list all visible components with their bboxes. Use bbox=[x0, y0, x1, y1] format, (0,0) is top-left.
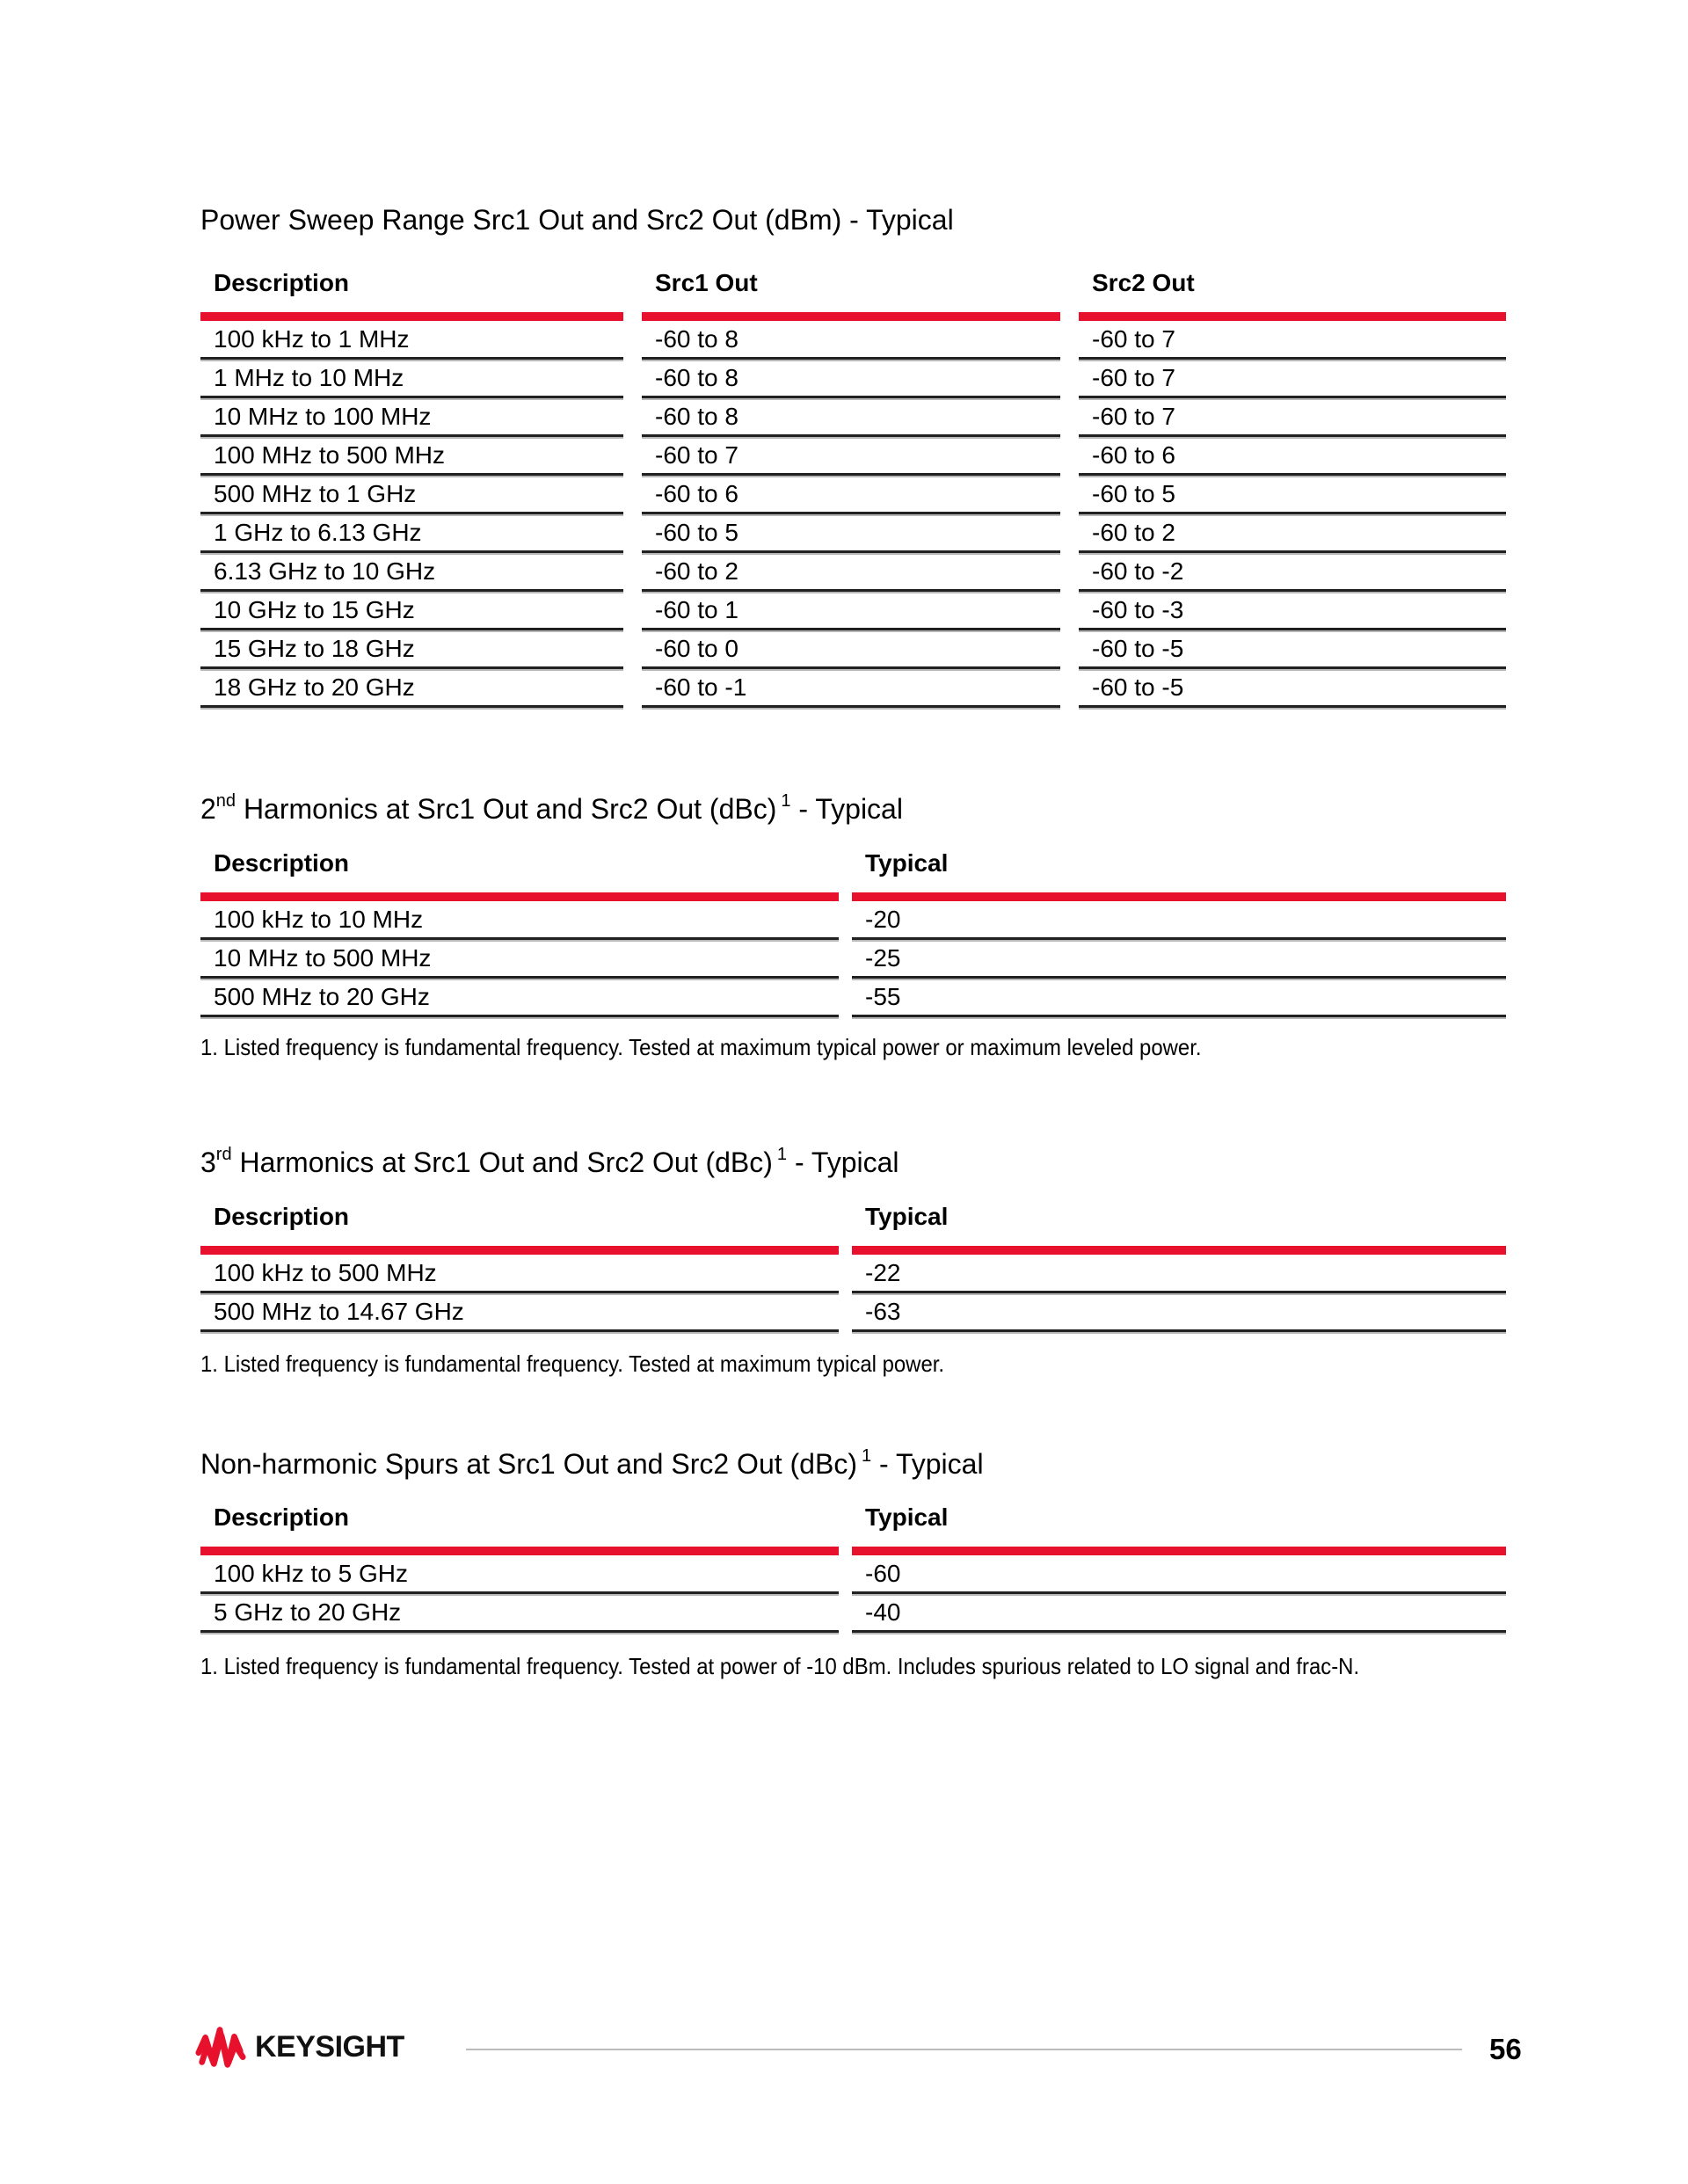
table-header-row bbox=[200, 1501, 1506, 1534]
table-row bbox=[200, 1255, 1506, 1293]
column-header: Description bbox=[214, 849, 350, 877]
header-rule bbox=[200, 1246, 839, 1255]
keysight-logo bbox=[195, 2024, 404, 2070]
table-row bbox=[200, 360, 1506, 398]
header-rule bbox=[852, 1246, 1506, 1255]
table-cell: 1 GHz to 6.13 GHz bbox=[200, 514, 623, 553]
table-cell: 500 MHz to 1 GHz bbox=[200, 476, 623, 514]
table-cell: 5 GHz to 20 GHz bbox=[200, 1594, 839, 1633]
table-power-sweep-range bbox=[200, 266, 1506, 708]
title-footnote-ref: 1 bbox=[781, 791, 791, 812]
title-text: - Typical bbox=[787, 1147, 899, 1178]
header-rule bbox=[852, 1547, 1506, 1555]
table-cell: -60 to 6 bbox=[1079, 437, 1506, 476]
table-cell: -60 to 0 bbox=[642, 630, 1060, 669]
header-rule bbox=[200, 892, 839, 901]
table-row bbox=[200, 514, 1506, 553]
table-cell: -60 to 7 bbox=[1079, 398, 1506, 437]
table-cell: 15 GHz to 18 GHz bbox=[200, 630, 623, 669]
column-header: Typical bbox=[865, 849, 949, 877]
table-cell: -20 bbox=[852, 901, 1506, 940]
table-header-row bbox=[200, 847, 1506, 880]
table-cell: -40 bbox=[852, 1594, 1506, 1633]
table-cell: -60 to 7 bbox=[1079, 321, 1506, 360]
table-header-row bbox=[200, 1200, 1506, 1234]
footer-divider bbox=[466, 2049, 1462, 2050]
table-cell: 100 kHz to 500 MHz bbox=[200, 1255, 839, 1293]
title-text: Power Sweep Range Src1 Out and Src2 Out (dBm) - Typical bbox=[200, 204, 954, 236]
table-cell: 10 GHz to 15 GHz bbox=[200, 592, 623, 630]
title-text: Harmonics at Src1 Out and Src2 Out (dBc) bbox=[236, 793, 777, 825]
table-cell: -60 to -5 bbox=[1079, 669, 1506, 708]
table-cell: -60 to -1 bbox=[642, 669, 1060, 708]
table-row bbox=[200, 901, 1506, 940]
table-cell: -60 to 1 bbox=[642, 592, 1060, 630]
table-cell: -60 to 8 bbox=[642, 398, 1060, 437]
section-title-2nd-harmonics bbox=[200, 791, 903, 826]
keysight-wordmark: KEYSIGHT bbox=[255, 2029, 404, 2064]
table-cell: -60 to 5 bbox=[1079, 476, 1506, 514]
header-rule bbox=[642, 312, 1060, 321]
table-cell: -55 bbox=[852, 979, 1506, 1017]
table-3rd-harmonics bbox=[200, 1200, 1506, 1332]
table-cell: -60 to -5 bbox=[1079, 630, 1506, 669]
column-header: Src2 Out bbox=[1092, 269, 1195, 296]
table-2nd-harmonics bbox=[200, 847, 1506, 1017]
table-cell: -22 bbox=[852, 1255, 1506, 1293]
section-title-3rd-harmonics bbox=[200, 1145, 899, 1180]
table-row bbox=[200, 1293, 1506, 1332]
title-text: Non-harmonic Spurs at Src1 Out and Src2 Out (dBc) bbox=[200, 1448, 857, 1480]
table-cell: -60 to -3 bbox=[1079, 592, 1506, 630]
table-cell: -60 to 8 bbox=[642, 360, 1060, 398]
page-number: 56 bbox=[1489, 2033, 1522, 2065]
keysight-spark-icon bbox=[195, 2024, 246, 2070]
table-row bbox=[200, 553, 1506, 592]
header-rule-row bbox=[200, 312, 1506, 321]
title-text: Harmonics at Src1 Out and Src2 Out (dBc) bbox=[231, 1147, 773, 1178]
table-row bbox=[200, 669, 1506, 708]
table-cell: 10 MHz to 100 MHz bbox=[200, 398, 623, 437]
table-row bbox=[200, 321, 1506, 360]
title-text: - Typical bbox=[790, 793, 903, 825]
table-cell: -60 to 6 bbox=[642, 476, 1060, 514]
table-row bbox=[200, 1555, 1506, 1594]
table-cell: 100 kHz to 10 MHz bbox=[200, 901, 839, 940]
header-rule-row bbox=[200, 1246, 1506, 1255]
title-superscript: rd bbox=[215, 1145, 232, 1165]
header-rule bbox=[1079, 312, 1506, 321]
title-footnote-ref: 1 bbox=[861, 1446, 872, 1467]
header-rule-row bbox=[200, 1547, 1506, 1555]
column-header: Src1 Out bbox=[655, 269, 758, 296]
table-cell: -60 to 2 bbox=[642, 553, 1060, 592]
footnote: 1. Listed frequency is fundamental frequency. Tested at maximum typical power. bbox=[200, 1350, 945, 1377]
section-title-non-harmonic-spurs bbox=[200, 1446, 984, 1481]
footnote: 1. Listed frequency is fundamental frequency. Tested at maximum typical power or maximum leveled power. bbox=[200, 1034, 1202, 1060]
table-non-harmonic-spurs bbox=[200, 1501, 1506, 1633]
table-row bbox=[200, 437, 1506, 476]
column-header: Description bbox=[214, 1203, 350, 1230]
table-cell: 100 kHz to 1 MHz bbox=[200, 321, 623, 360]
table-row bbox=[200, 592, 1506, 630]
table-row bbox=[200, 940, 1506, 979]
column-header: Description bbox=[214, 1503, 350, 1531]
table-cell: -60 to 2 bbox=[1079, 514, 1506, 553]
table-cell: -60 to -2 bbox=[1079, 553, 1506, 592]
table-row bbox=[200, 398, 1506, 437]
header-rule bbox=[200, 1547, 839, 1555]
table-cell: 500 MHz to 14.67 GHz bbox=[200, 1293, 839, 1332]
table-row bbox=[200, 1594, 1506, 1633]
table-cell: -60 to 7 bbox=[1079, 360, 1506, 398]
table-cell: -25 bbox=[852, 940, 1506, 979]
table-cell: 18 GHz to 20 GHz bbox=[200, 669, 623, 708]
title-footnote-ref: 1 bbox=[776, 1145, 788, 1165]
table-cell: 100 MHz to 500 MHz bbox=[200, 437, 623, 476]
table-cell: -60 bbox=[852, 1555, 1506, 1594]
table-row bbox=[200, 476, 1506, 514]
title-text: - Typical bbox=[871, 1448, 984, 1480]
column-header: Typical bbox=[865, 1503, 949, 1531]
table-cell: -63 bbox=[852, 1293, 1506, 1332]
header-rule bbox=[852, 892, 1506, 901]
title-superscript: nd bbox=[215, 791, 236, 812]
title-text: 2 bbox=[200, 793, 216, 825]
column-header: Description bbox=[214, 269, 350, 296]
table-cell: 6.13 GHz to 10 GHz bbox=[200, 553, 623, 592]
table-cell: 500 MHz to 20 GHz bbox=[200, 979, 839, 1017]
header-rule bbox=[200, 312, 623, 321]
title-text: 3 bbox=[200, 1147, 216, 1178]
footnote: 1. Listed frequency is fundamental frequency. Tested at power of -10 dBm. Includes spurious related to LO signal and frac-N. bbox=[200, 1653, 1360, 1679]
table-row bbox=[200, 630, 1506, 669]
table-cell: -60 to 8 bbox=[642, 321, 1060, 360]
table-row bbox=[200, 979, 1506, 1017]
table-cell: 100 kHz to 5 GHz bbox=[200, 1555, 839, 1594]
table-cell: -60 to 5 bbox=[642, 514, 1060, 553]
table-cell: 1 MHz to 10 MHz bbox=[200, 360, 623, 398]
header-rule-row bbox=[200, 892, 1506, 901]
table-cell: 10 MHz to 500 MHz bbox=[200, 940, 839, 979]
table-cell: -60 to 7 bbox=[642, 437, 1060, 476]
column-header: Typical bbox=[865, 1203, 949, 1230]
table-header-row bbox=[200, 266, 1506, 300]
section-title-power-sweep bbox=[200, 202, 954, 237]
